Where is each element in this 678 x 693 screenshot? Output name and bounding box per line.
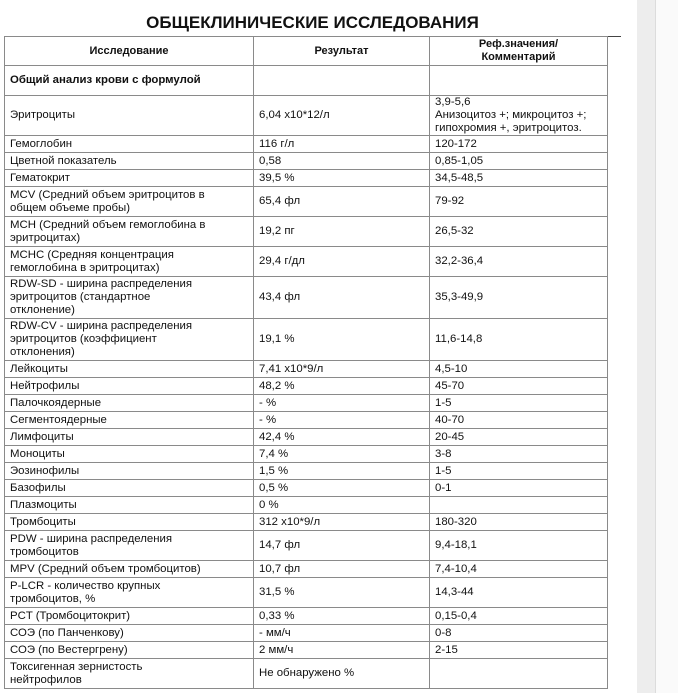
table-row [5, 531, 608, 561]
test-result: 10,7 фл [254, 561, 430, 578]
test-reference: 4,5-10 [430, 361, 608, 378]
test-reference [430, 497, 608, 514]
table-row [5, 96, 608, 136]
test-result: - % [254, 395, 430, 412]
test-name: PCT (Тромбоцитокрит) [5, 608, 254, 625]
test-result: 14,7 фл [254, 531, 430, 561]
test-reference: 0-1 [430, 480, 608, 497]
test-result: 65,4 фл [254, 187, 430, 217]
test-reference: 0,15-0,4 [430, 608, 608, 625]
table-row [5, 361, 608, 378]
table-row [5, 463, 608, 480]
test-name: RDW-SD - ширина распределения эритроцитов (стандартное отклонение) [5, 277, 254, 319]
test-name: Тромбоциты [5, 514, 254, 531]
table-row [5, 153, 608, 170]
test-reference [430, 659, 608, 689]
test-name: Гемоглобин [5, 136, 254, 153]
table-row [5, 412, 608, 429]
section-title: Общий анализ крови с формулой [5, 66, 254, 96]
table-row [5, 378, 608, 395]
test-name: Базофилы [5, 480, 254, 497]
test-reference: 35,3-49,9 [430, 277, 608, 319]
test-name: СОЭ (по Панченкову) [5, 625, 254, 642]
test-name: Лейкоциты [5, 361, 254, 378]
table-row [5, 608, 608, 625]
test-name: MCHC (Средняя концентрация гемоглобина в эритроцитах) [5, 247, 254, 277]
test-result: 0,5 % [254, 480, 430, 497]
table-row [5, 625, 608, 642]
test-name: PDW - ширина распределения тромбоцитов [5, 531, 254, 561]
test-reference: 180-320 [430, 514, 608, 531]
test-name: MCV (Средний объем эритроцитов в общем объеме пробы) [5, 187, 254, 217]
table-row [5, 446, 608, 463]
table-row [5, 659, 608, 689]
test-reference: 3-8 [430, 446, 608, 463]
test-reference: 0,85-1,05 [430, 153, 608, 170]
table-header [5, 37, 608, 66]
table-row [5, 395, 608, 412]
test-reference: 40-70 [430, 412, 608, 429]
test-result: - мм/ч [254, 625, 430, 642]
test-result: 6,04 x10*12/л [254, 96, 430, 136]
viewer-edge [655, 0, 678, 693]
table-row [5, 187, 608, 217]
test-name: P-LCR - количество крупных тромбоцитов, % [5, 578, 254, 608]
table-row [5, 217, 608, 247]
table-row [5, 247, 608, 277]
test-reference: 2-15 [430, 642, 608, 659]
test-name: MPV (Средний объем тромбоцитов) [5, 561, 254, 578]
test-reference: 7,4-10,4 [430, 561, 608, 578]
test-name: Цветной показатель [5, 153, 254, 170]
test-name: Гематокрит [5, 170, 254, 187]
test-result: 29,4 г/дл [254, 247, 430, 277]
test-result: 7,4 % [254, 446, 430, 463]
test-reference: 0-8 [430, 625, 608, 642]
test-result: 39,5 % [254, 170, 430, 187]
test-name: Эритроциты [5, 96, 254, 136]
test-result: 42,4 % [254, 429, 430, 446]
test-result: 31,5 % [254, 578, 430, 608]
test-reference: 1-5 [430, 395, 608, 412]
table-row [5, 277, 608, 319]
test-result: 43,4 фл [254, 277, 430, 319]
test-reference: 20-45 [430, 429, 608, 446]
header-test: Исследование [5, 37, 254, 66]
table-row [5, 561, 608, 578]
test-reference: 3,9-5,6 Анизоцитоз +; микроцитоз +; гипохромия +, эритроцитоз. [430, 96, 608, 136]
table-row [5, 497, 608, 514]
section-row [5, 66, 608, 96]
test-reference: 26,5-32 [430, 217, 608, 247]
test-reference: 34,5-48,5 [430, 170, 608, 187]
test-result: 2 мм/ч [254, 642, 430, 659]
test-name: RDW-CV - ширина распределения эритроцитов (коэффициент отклонения) [5, 319, 254, 361]
test-reference: 120-172 [430, 136, 608, 153]
test-reference: 14,3-44 [430, 578, 608, 608]
results-table [4, 36, 608, 689]
report-title: ОБЩЕКЛИНИЧЕСКИЕ ИССЛЕДОВАНИЯ [4, 10, 621, 37]
test-name: Нейтрофилы [5, 378, 254, 395]
test-result: 0,33 % [254, 608, 430, 625]
test-result: 19,2 пг [254, 217, 430, 247]
test-name: Сегментоядерные [5, 412, 254, 429]
test-name: Эозинофилы [5, 463, 254, 480]
table-row [5, 170, 608, 187]
table-row [5, 578, 608, 608]
test-result: 19,1 % [254, 319, 430, 361]
test-reference: 79-92 [430, 187, 608, 217]
test-name: СОЭ (по Вестергрену) [5, 642, 254, 659]
test-result: 312 x10*9/л [254, 514, 430, 531]
test-reference: 45-70 [430, 378, 608, 395]
test-name: Плазмоциты [5, 497, 254, 514]
table-row [5, 642, 608, 659]
test-result: 7,41 x10*9/л [254, 361, 430, 378]
header-reference: Реф.значения/ Комментарий [430, 37, 608, 66]
header-result: Результат [254, 37, 430, 66]
test-reference: 32,2-36,4 [430, 247, 608, 277]
test-result: 0 % [254, 497, 430, 514]
test-reference: 1-5 [430, 463, 608, 480]
table-row [5, 429, 608, 446]
test-result: 0,58 [254, 153, 430, 170]
test-name: MCH (Средний объем гемоглобина в эритроцитах) [5, 217, 254, 247]
table-row [5, 480, 608, 497]
test-reference: 11,6-14,8 [430, 319, 608, 361]
table-row [5, 514, 608, 531]
test-name: Токсигенная зернистость нейтрофилов [5, 659, 254, 689]
test-result: Не обнаружено % [254, 659, 430, 689]
test-result: 116 г/л [254, 136, 430, 153]
test-reference: 9,4-18,1 [430, 531, 608, 561]
test-result: 1,5 % [254, 463, 430, 480]
test-name: Лимфоциты [5, 429, 254, 446]
test-name: Моноциты [5, 446, 254, 463]
test-result: - % [254, 412, 430, 429]
table-row [5, 319, 608, 361]
test-name: Палочкоядерные [5, 395, 254, 412]
test-result: 48,2 % [254, 378, 430, 395]
table-row [5, 136, 608, 153]
